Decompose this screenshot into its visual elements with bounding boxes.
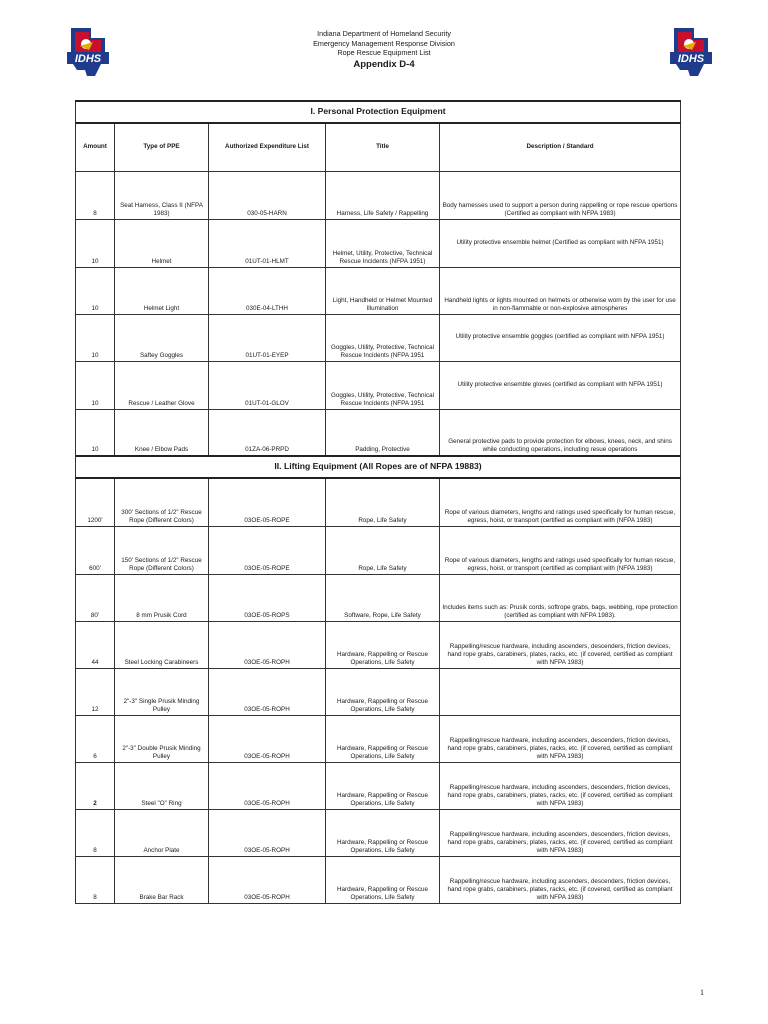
table-row	[76, 219, 681, 267]
amount-cell: 1200'	[76, 478, 115, 526]
type-cell: 150' Sections of 1/2" Rescue Rope (Different Colors)	[115, 526, 209, 574]
title-cell: Software, Rope, Life Safety	[326, 574, 440, 621]
header-division: Emergency Management Response Division	[313, 38, 455, 48]
type-cell: Helmet	[115, 219, 209, 267]
ael-code-cell: 03OE-05-ROPH	[209, 668, 326, 715]
svg-text:IDHS: IDHS	[74, 53, 102, 65]
type-cell: Knee / Elbow Pads	[115, 409, 209, 456]
ael-code-cell: 030E-04-LTHH	[209, 267, 326, 314]
header-appendix: Appendix D-4	[353, 58, 415, 70]
title-cell: Goggles, Utility, Protective, Technical Rescue Incidents (NFPA 1951	[326, 361, 440, 409]
table-row	[76, 715, 681, 762]
column-header-type: Type of PPE	[115, 123, 209, 171]
description-cell: General protective pads to provide protection for elbows, knees, neck, and shins while conducting operations, including resue operations	[440, 409, 681, 456]
column-header-ael: Authorized Expenditure List	[209, 123, 326, 171]
title-cell: Hardware, Rappelling or Rescue Operations, Life Safety	[326, 762, 440, 809]
ael-code-cell: 03OE-05-ROPH	[209, 715, 326, 762]
type-cell: Steel "O" Ring	[115, 762, 209, 809]
ael-code-cell: 01UT-01-GLOV	[209, 361, 326, 409]
ael-code-cell: 03OE-05-ROPH	[209, 809, 326, 856]
table-row	[76, 478, 681, 526]
type-cell: Steel Locking Carabineers	[115, 621, 209, 668]
title-cell: Padding, Protective	[326, 409, 440, 456]
title-cell: Light, Handheld or Helmet Mounted Illumination	[326, 267, 440, 314]
header-list-title: Rope Rescue Equipment List	[337, 48, 431, 57]
amount-cell: 10	[76, 219, 115, 267]
table-row	[76, 409, 681, 456]
amount-cell: 2	[76, 762, 115, 809]
amount-cell: 8	[76, 171, 115, 219]
amount-cell: 10	[76, 361, 115, 409]
table-row	[76, 171, 681, 219]
description-cell: Utility protective ensemble goggles (certified as compliant with NFPA 1951)	[440, 314, 681, 361]
table-row	[76, 762, 681, 809]
description-cell	[440, 668, 681, 715]
section-header-lifting: II. Lifting Equipment (All Ropes are of NFPA 19883)	[76, 456, 681, 478]
title-cell: Hardware, Rappelling or Rescue Operations, Life Safety	[326, 856, 440, 903]
table-row	[76, 621, 681, 668]
section-header-ppe: I. Personal Protection Equipment	[76, 101, 681, 123]
title-cell: Hardware, Rappelling or Rescue Operations, Life Safety	[326, 715, 440, 762]
document-header	[0, 29, 768, 71]
type-cell: Helmet Light	[115, 267, 209, 314]
amount-cell: 44	[76, 621, 115, 668]
title-cell: Hardware, Rappelling or Rescue Operations, Life Safety	[326, 668, 440, 715]
ael-code-cell: 030-05-HARN	[209, 171, 326, 219]
table-row	[76, 668, 681, 715]
equipment-table	[75, 100, 681, 904]
amount-cell: 6	[76, 715, 115, 762]
ael-code-cell: 03OE-05-ROPH	[209, 762, 326, 809]
svg-text:IDHS: IDHS	[677, 53, 705, 65]
title-cell: Harness, Life Safety / Rappelling	[326, 171, 440, 219]
table-row	[76, 314, 681, 361]
type-cell: Rescue / Leather Glove	[115, 361, 209, 409]
ael-code-cell: 03OE-05-ROPH	[209, 856, 326, 903]
table-row	[76, 361, 681, 409]
table-row	[76, 809, 681, 856]
amount-cell: 8	[76, 856, 115, 903]
ael-code-cell: 01UT-01-HLMT	[209, 219, 326, 267]
description-cell: Rope of various diameters, lengths and ratings used specifically for human rescue, egress, hoist, or transport (certified as compliant with (NFPA 1983)	[440, 526, 681, 574]
column-header-description: Description / Standard	[440, 123, 681, 171]
type-cell: 2"-3" Single Prusik Minding Pulley	[115, 668, 209, 715]
header-agency: Indiana Department of Homeland Security	[317, 29, 451, 38]
type-cell: Seat Harness, Class II (NFPA 1983)	[115, 171, 209, 219]
amount-cell: 80'	[76, 574, 115, 621]
ael-code-cell: 01ZA-06-PRPD	[209, 409, 326, 456]
description-cell: Rappelling/rescue hardware, including ascenders, descenders, friction devices, hand rope grabs, carabiners, plates, racks, etc. (if covered, certified as compliant with NFPA 1983)	[440, 715, 681, 762]
column-header-title: Title	[326, 123, 440, 171]
description-cell: Body harnesses used to support a person during rappelling or rope rescue opertions (Certified as compliant with NFPA 1983)	[440, 171, 681, 219]
description-cell: Handheld lights or lights mounted on helmets or otherwise worn by the user for use in non-flammable or non-explosive atmospheres	[440, 267, 681, 314]
page-number: 1	[700, 988, 704, 997]
description-cell: Rappelling/rescue hardware, including ascenders, descenders, friction devices, hand rope grabs, carabiners, plates, racks, etc. (if covered, certified as compliant with NFPA 1983)	[440, 809, 681, 856]
description-cell: Includes items such as: Prusik cords, softrope grabs, bags, webbing, rope protection (certified as compliant with NFPA 1983).	[440, 574, 681, 621]
title-cell: Hardware, Rappelling or Rescue Operations, Life Safety	[326, 809, 440, 856]
ael-code-cell: 03OE-05-ROPE	[209, 478, 326, 526]
table-row	[76, 856, 681, 903]
description-cell: Utility protective ensemble helmet (Certified as compliant with NFPA 1951)	[440, 219, 681, 267]
amount-cell: 10	[76, 314, 115, 361]
description-cell: Utility protective ensemble gloves (certified as compliant with NFPA 1951)	[440, 361, 681, 409]
ael-code-cell: 03OE-05-ROPH	[209, 621, 326, 668]
type-cell: 8 mm Prusik Cord	[115, 574, 209, 621]
type-cell: 2"-3" Double Prusik Minding Pulley	[115, 715, 209, 762]
amount-cell: 600'	[76, 526, 115, 574]
title-cell: Hardware, Rappelling or Rescue Operations, Life Safety	[326, 621, 440, 668]
description-cell: Rappelling/rescue hardware, including ascenders, descenders, friction devices, hand rope grabs, carabiners, plates, racks, etc. (if covered, certified as compliant with NFPA 1983)	[440, 621, 681, 668]
amount-cell: 10	[76, 409, 115, 456]
table-row	[76, 574, 681, 621]
description-cell: Rope of various diameters, lengths and ratings used specifically for human rescue, egress, hoist, or transport (certified as compliant with (NFPA 1983)	[440, 478, 681, 526]
title-cell: Rope, Life Safety	[326, 526, 440, 574]
ael-code-cell: 01UT-01-EYEP	[209, 314, 326, 361]
table-row	[76, 526, 681, 574]
description-cell: Rappelling/rescue hardware, including ascenders, descenders, friction devices, hand rope grabs, carabiners, plates, racks, etc. (if covered, certified as compliant with NFPA 1983)	[440, 856, 681, 903]
column-header-amount: Amount	[76, 123, 115, 171]
amount-cell: 10	[76, 267, 115, 314]
title-cell: Rope, Life Safety	[326, 478, 440, 526]
ael-code-cell: 03OE-05-ROPE	[209, 526, 326, 574]
ael-code-cell: 03OE-05-ROPS	[209, 574, 326, 621]
title-cell: Goggles, Utility, Protective, Technical Rescue Incidents (NFPA 1951	[326, 314, 440, 361]
title-cell: Helmet, Utility, Protective, Technical Rescue Incidents (NFPA 1951)	[326, 219, 440, 267]
amount-cell: 8	[76, 809, 115, 856]
type-cell: Brake Bar Rack	[115, 856, 209, 903]
type-cell: 300' Sections of 1/2" Rescue Rope (Different Colors)	[115, 478, 209, 526]
table-row	[76, 267, 681, 314]
type-cell: Saftey Goggles	[115, 314, 209, 361]
amount-cell: 12	[76, 668, 115, 715]
type-cell: Anchor Plate	[115, 809, 209, 856]
description-cell: Rappelling/rescue hardware, including ascenders, descenders, friction devices, hand rope grabs, carabiners, plates, racks, etc. (if covered, certified as compliant with NFPA 1983)	[440, 762, 681, 809]
